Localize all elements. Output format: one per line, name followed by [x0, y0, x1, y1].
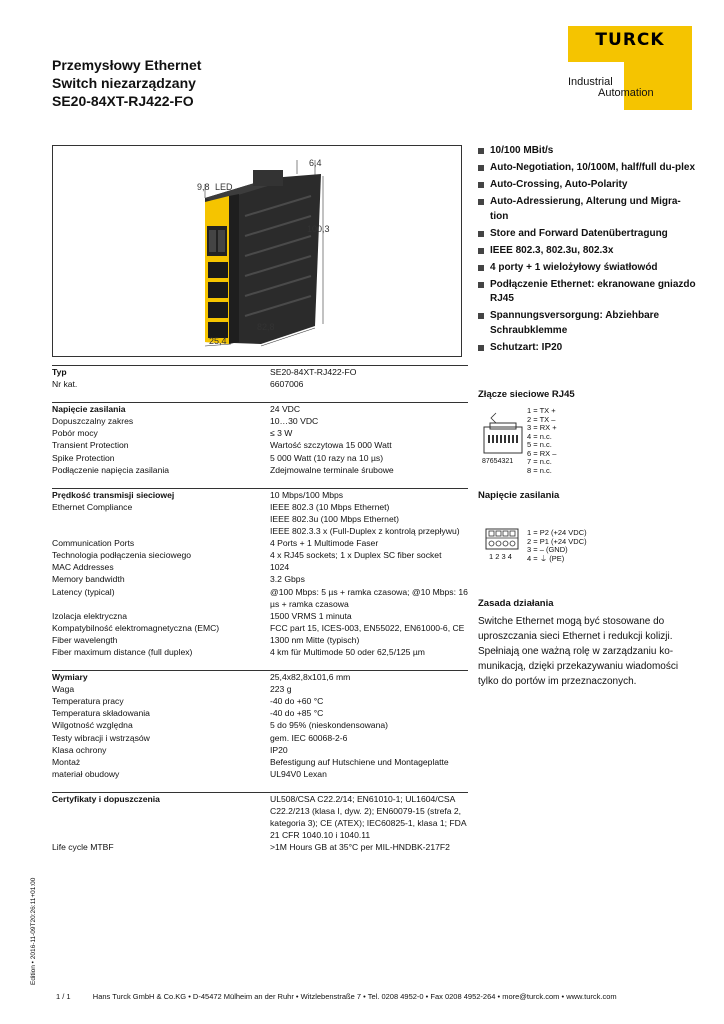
spec-row [52, 573, 468, 585]
spec-key: Fiber wavelength [52, 634, 118, 645]
spec-row [52, 378, 468, 390]
spec-value [270, 489, 468, 501]
feature-item: Auto-Adressierung, Alterung und Migra-tion [478, 195, 698, 224]
spec-row [52, 732, 468, 744]
rj45-port [208, 282, 228, 298]
spec-row [52, 439, 468, 451]
spec-value-line: 1024 [270, 562, 290, 573]
spec-table [52, 365, 468, 853]
spec-value [270, 646, 468, 658]
spec-value [270, 683, 468, 695]
spec-row [52, 719, 468, 731]
spec-value [270, 622, 468, 634]
feature-item: Auto-Crossing, Auto-Polarity [478, 178, 698, 193]
spec-key: Latency (typical) [52, 586, 115, 597]
spec-value [270, 403, 468, 415]
spec-value [270, 744, 468, 756]
spec-row [52, 489, 468, 501]
spec-key: Nr kat. [52, 379, 78, 390]
spec-row [52, 646, 468, 658]
dim-25-4: 25,4 [209, 336, 227, 346]
pin-assignment: 5 = n.c. [527, 440, 552, 449]
spec-key: Napięcie zasilania [52, 404, 126, 415]
spec-value [270, 841, 468, 853]
spec-key: Pobór mocy [52, 428, 98, 439]
spec-value [270, 549, 468, 561]
spec-row [52, 610, 468, 622]
spec-value-line: >1M Hours GB at 35°C per MIL-HNDBK-217F2 [270, 842, 450, 853]
spec-row [52, 415, 468, 427]
pin-assignment: 7 = n.c. [527, 457, 552, 466]
feature-item: 10/100 MBit/s [478, 144, 698, 159]
spec-value-line: Wartość szczytowa 15 000 Watt [270, 440, 392, 451]
spec-value [270, 439, 468, 451]
spec-value-line: SE20-84XT-RJ422-FO [270, 367, 357, 377]
spec-value-line: UL94V0 Lexan [270, 768, 327, 779]
power-title: Napięcie zasilania [478, 490, 560, 501]
spec-row [52, 464, 468, 476]
spec-row [52, 707, 468, 719]
spec-key: Podłączenie napięcia zasilania [52, 464, 170, 475]
pin-assignment: 2 = P1 (+24 VDC) [527, 536, 587, 546]
spec-row [52, 756, 468, 768]
spec-value-line: 4 km für Multimode 50 oder 62,5/125 µm [270, 646, 425, 657]
spec-value [270, 464, 468, 476]
feature-item: Auto-Negotiation, 10/100M, half/full du-plex [478, 161, 698, 176]
spec-key: Kompatybilność elektromagnetyczna (EMC) [52, 622, 220, 633]
spec-value [270, 756, 468, 768]
pin-assignment: 1 = TX + [527, 406, 556, 415]
spec-value-line: IEEE 802.3 (10 Mbps Ethernet) [270, 501, 390, 512]
spec-value-line: 1500 VRMS 1 minuta [270, 610, 352, 621]
pin-assignment: 6 = RX – [527, 448, 557, 458]
spec-key: materiał obudowy [52, 768, 120, 779]
spec-row [52, 586, 468, 610]
pin-assignment: 2 = TX – [527, 414, 556, 424]
spec-value-line: 4 Ports + 1 Multimode Faser [270, 538, 379, 549]
spec-value [270, 610, 468, 622]
spec-value-line: 24 VDC [270, 404, 301, 415]
spec-value-line: 5 do 95% (nieskondensowana) [270, 720, 389, 731]
spec-value [270, 707, 468, 719]
spec-row [52, 634, 468, 646]
spec-value-line: IEEE 802.3u (100 Mbps Ethernet) [270, 513, 399, 524]
feature-item: Schutzart: IP20 [478, 341, 698, 356]
page-title [52, 56, 201, 110]
spec-value-line: kategoria 3); CE (ATEX); IEC60825-1, klasa 1; FDA [270, 818, 467, 829]
spec-key: Ethernet Compliance [52, 501, 133, 512]
spec-value [270, 573, 468, 585]
dim-82-8: 82,8 [257, 322, 275, 332]
spec-key: Spike Protection [52, 452, 115, 463]
logo-stripe [624, 62, 692, 110]
rj45-title: Złącze sieciowe RJ45 [478, 389, 575, 400]
spec-value-line: FCC part 15, ICES-003, EN55022, EN61000-6, CE [270, 622, 465, 633]
spec-key: Technologia podłączenia sieciowego [52, 550, 192, 561]
spec-value-line: 5 000 Watt (10 razy na 10 µs) [270, 452, 384, 463]
spec-row [52, 768, 468, 780]
spec-row [52, 427, 468, 439]
feature-item: Podłączenie Ethernet: ekranowane gniazdo RJ45 [478, 278, 698, 307]
spec-value [270, 452, 468, 464]
spec-value-line: IEEE 802.3.3 x (Full-Duplex z kontrolą przepływu) [270, 526, 460, 537]
rj45-pin-list [527, 407, 557, 475]
spec-row [52, 452, 468, 464]
spec-value-line: gem. IEC 60068-2-6 [270, 732, 348, 743]
pin-assignment: 4 = ⏚ (PE) [527, 553, 565, 563]
spec-row [52, 841, 468, 853]
spec-key: Memory bandwidth [52, 574, 125, 585]
spec-row [52, 744, 468, 756]
feature-item: Spannungsversorgung: Abziehbare Schraubklemme [478, 309, 698, 338]
spec-key: Temperatura pracy [52, 696, 124, 707]
dim-100-3: 100,3 [307, 224, 330, 234]
spec-value-line: 10…30 VDC [270, 416, 319, 427]
rj45-port [208, 302, 228, 318]
spec-value-line: 3.2 Gbps [270, 574, 305, 585]
spec-value-line: UL508/CSA C22.2/14; EN61010-1; UL1604/CSA [270, 793, 456, 804]
spec-value [270, 695, 468, 707]
spec-section [52, 365, 468, 390]
spec-value [270, 732, 468, 744]
title-line-3: SE20-84XT-RJ422-FO [52, 93, 194, 109]
spec-key: Temperatura składowania [52, 708, 150, 719]
spec-value-line: 4 x RJ45 sockets; 1 x Duplex SC fiber socket [270, 550, 442, 561]
spec-key: Wilgotność względna [52, 720, 133, 731]
pin-assignment: 3 = – (GND) [527, 545, 568, 554]
spec-row [52, 671, 468, 683]
spec-key: Life cycle MTBF [52, 842, 114, 853]
spec-key: MAC Addresses [52, 562, 114, 573]
spec-row [52, 403, 468, 415]
spec-value-line: 6607006 [270, 379, 304, 390]
spec-value [270, 561, 468, 573]
spec-value-line: ≤ 3 W [270, 428, 293, 439]
spec-section [52, 792, 468, 853]
spec-value-line: 21 CFR 1040.10 i 1040.11 [270, 830, 371, 841]
spec-value [270, 501, 468, 537]
spec-value-line: -40 do +85 °C [270, 708, 324, 719]
pin-assignment: 8 = n.c. [527, 465, 552, 475]
spec-key: Dopuszczalny zakres [52, 416, 134, 427]
title-line-2: Switch niezarządzany [52, 75, 196, 91]
spec-value-line: µs + ramka czasowa [270, 598, 349, 609]
spec-value [270, 415, 468, 427]
feature-item: IEEE 802.3, 802.3u, 802.3x [478, 244, 698, 259]
spec-row [52, 683, 468, 695]
spec-value-line: 1300 nm Mitte (typisch) [270, 634, 360, 645]
spec-value-line: -40 do +60 °C [270, 696, 324, 707]
spec-key: Izolacja elektryczna [52, 610, 127, 621]
power-terminal-numbers: 1 2 3 4 [489, 552, 512, 561]
title-line-1: Przemysłowy Ethernet [52, 57, 202, 73]
spec-value [270, 378, 468, 390]
spec-value-line: 25,4x82,8x101,6 mm [270, 672, 351, 683]
spec-value [270, 768, 468, 780]
led-label: LED [215, 182, 233, 192]
spec-key: Typ [52, 367, 67, 377]
footer-text: Hans Turck GmbH & Co.KG • D-45472 Mülheim an der Ruhr • Witzlebenstraße 7 • Tel. 0208 4952-0 • Fax 0208 4952-264 • more@turck.com • www.turck.com [92, 992, 617, 1001]
edition-stamp: Edition • 2016-11-09T20:26:11+01:00 [30, 877, 37, 985]
spec-key: Certyfikaty i dopuszczenia [52, 793, 160, 804]
spec-value-line: 223 g [270, 684, 292, 695]
spec-key: Waga [52, 684, 75, 695]
brand-line-2: Automation [598, 87, 654, 99]
feature-item: Store and Forward Datenübertragung [478, 227, 698, 242]
spec-row [52, 501, 468, 537]
logo-text: TURCK [595, 30, 665, 50]
spec-value [270, 793, 468, 841]
rj45-port [208, 262, 228, 278]
rj45-diagram [482, 405, 526, 480]
spec-key: Fiber maximum distance (full duplex) [52, 646, 193, 657]
spec-value-line: Befestigung auf Hutschiene und Montageplatte [270, 756, 449, 767]
spec-key: Montaż [52, 756, 81, 767]
rj45-pin-numbers: 87654321 [482, 458, 514, 465]
product-drawing [53, 146, 461, 356]
spec-value [270, 366, 468, 378]
spec-value-line: C22.2/213 (klasa I, dyw. 2); EN60079-15 (strefa 2, [270, 806, 462, 816]
spec-row [52, 695, 468, 707]
pin-assignment: 1 = P2 (+24 VDC) [527, 528, 587, 537]
product-image-frame [52, 145, 462, 357]
spec-row [52, 622, 468, 634]
page-number: 1 / 1 [56, 992, 71, 1001]
brand-line-1: Industrial [568, 76, 613, 88]
signal-icon [491, 413, 496, 423]
pin-assignment: 3 = RX + [527, 423, 557, 432]
pin-assignment: 4 = n.c. [527, 431, 552, 441]
spec-key: Transient Protection [52, 440, 129, 451]
spec-row [52, 537, 468, 549]
spec-value [270, 586, 468, 610]
dim-6-4: 6,4 [309, 158, 322, 168]
dim-9-8: 9,8 [197, 182, 210, 192]
spec-key: Testy wibracji i wstrząsów [52, 732, 150, 743]
spec-section [52, 488, 468, 658]
principle-title: Zasada działania [478, 598, 554, 609]
power-pin-list [527, 529, 587, 563]
spec-section [52, 402, 468, 476]
spec-key: Klasa ochrony [52, 744, 107, 755]
spec-value [270, 634, 468, 646]
spec-value-line: Zdejmowalne terminale śrubowe [270, 464, 394, 475]
spec-value [270, 537, 468, 549]
spec-value-line: @100 Mbps: 5 µs + ramka czasowa; @10 Mbps: 16 [270, 586, 468, 597]
principle-text: Switche Ethernet mogą być stosowane do uproszczania sieci Ethernet i redukcji kolizji. Spełniają one ważną rolę w zarządzaniu ko-munikacją, dzięki przekazywaniu wiadomości tylko do portów im przeznaczonych. [478, 616, 679, 687]
spec-value-line: 10 Mbps/100 Mbps [270, 489, 344, 500]
spec-section [52, 670, 468, 780]
power-terminal [253, 170, 283, 186]
feature-list [478, 144, 698, 358]
spec-value [270, 671, 468, 683]
footer [56, 992, 617, 1001]
spec-row [52, 793, 468, 841]
spec-value [270, 719, 468, 731]
spec-row [52, 549, 468, 561]
spec-row [52, 366, 468, 378]
spec-value [270, 427, 468, 439]
spec-key: Prędkość transmisji sieciowej [52, 489, 175, 500]
spec-value-line: IP20 [270, 744, 288, 755]
spec-row [52, 561, 468, 573]
feature-item: 4 porty + 1 wielożyłowy światłowód [478, 261, 698, 276]
spec-key: Wymiary [52, 672, 88, 683]
spec-key: Communication Ports [52, 538, 135, 549]
